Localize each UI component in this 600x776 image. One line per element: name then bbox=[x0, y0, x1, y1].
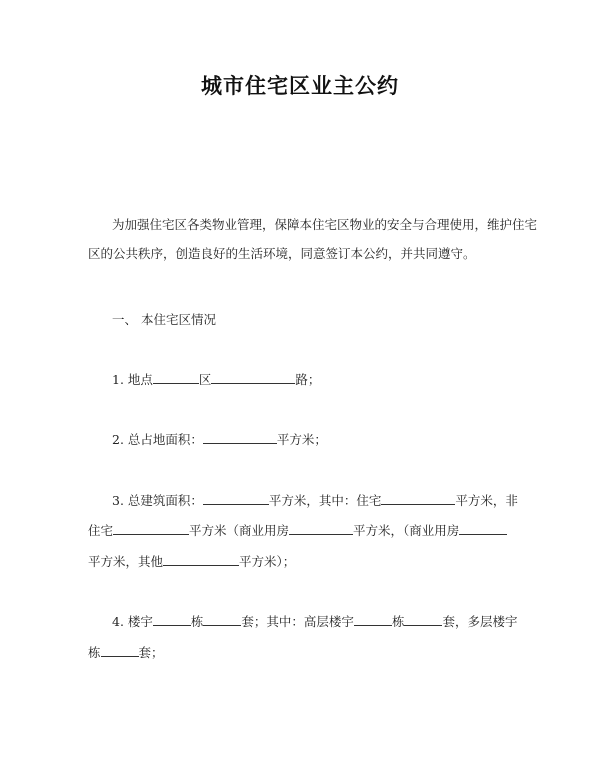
item3-l1-prefix: 3. 总建筑面积： bbox=[112, 493, 203, 508]
item3-l2-mid1: 平方米（商业用房 bbox=[189, 523, 290, 538]
item-location-prefix: 1. 地点 bbox=[112, 372, 153, 387]
building-count-blank bbox=[153, 612, 191, 626]
commercial-blank-1 bbox=[289, 521, 353, 535]
road-blank bbox=[211, 370, 295, 384]
item4-l2-suffix: 套； bbox=[138, 645, 164, 660]
intro-line-2: 区的公共秩序，创造良好的生活环境，同意签订本公约，并共同遵守。 bbox=[88, 246, 476, 261]
document-title: 城市住宅区业主公约 bbox=[201, 74, 399, 98]
item-location bbox=[112, 370, 320, 389]
item-buildings-line-2 bbox=[88, 643, 164, 662]
item-land-prefix: 2. 总占地面积： bbox=[112, 432, 203, 447]
other-area-blank bbox=[163, 552, 239, 566]
section-heading: 一、 本住宅区情况 bbox=[112, 312, 216, 327]
item4-l1-prefix: 4. 楼宇 bbox=[112, 614, 153, 629]
residential-area-blank bbox=[381, 491, 455, 505]
district-blank bbox=[153, 370, 199, 384]
multistory-unit-blank bbox=[101, 643, 139, 657]
highrise-count-blank bbox=[354, 612, 392, 626]
item3-l3-suffix: 平方米）； bbox=[239, 554, 296, 569]
non-residential-blank bbox=[113, 521, 189, 535]
item-location-suffix: 路； bbox=[295, 372, 321, 387]
highrise-unit-blank bbox=[404, 612, 442, 626]
commercial-blank-2 bbox=[459, 521, 507, 535]
item4-l1-e: 套，多层楼宇 bbox=[442, 614, 518, 629]
item3-l1-mid: 平方米，其中：住宅 bbox=[268, 493, 382, 508]
item3-l2-mid2: 平方米，（商业用房 bbox=[353, 523, 460, 538]
land-area-blank bbox=[203, 430, 277, 444]
intro-line-1: 为加强住宅区各类物业管理，保障本住宅区物业的安全与合理使用，维护住宅 bbox=[112, 217, 538, 232]
total-area-blank bbox=[203, 491, 269, 505]
item3-l1-suffix: 平方米，非 bbox=[455, 493, 518, 508]
item-building-area-line-2 bbox=[88, 521, 507, 540]
item-building-area-line-3 bbox=[88, 552, 295, 571]
item4-l2-prefix: 栋 bbox=[88, 645, 101, 660]
item4-l1-d: 栋 bbox=[391, 614, 405, 629]
item4-l1-c: 套；其中：高层楼宇 bbox=[241, 614, 354, 629]
item4-l1-b: 栋 bbox=[190, 614, 204, 629]
unit-count-blank bbox=[203, 612, 241, 626]
item3-l3-prefix: 平方米，其他 bbox=[88, 554, 164, 569]
item-building-area-line-1 bbox=[112, 491, 518, 510]
item-location-mid: 区 bbox=[198, 372, 212, 387]
item3-l2-prefix: 住宅 bbox=[88, 523, 114, 538]
item-buildings-line-1 bbox=[112, 612, 517, 631]
item-land-suffix: 平方米； bbox=[276, 432, 327, 447]
item-land-area bbox=[112, 430, 327, 449]
